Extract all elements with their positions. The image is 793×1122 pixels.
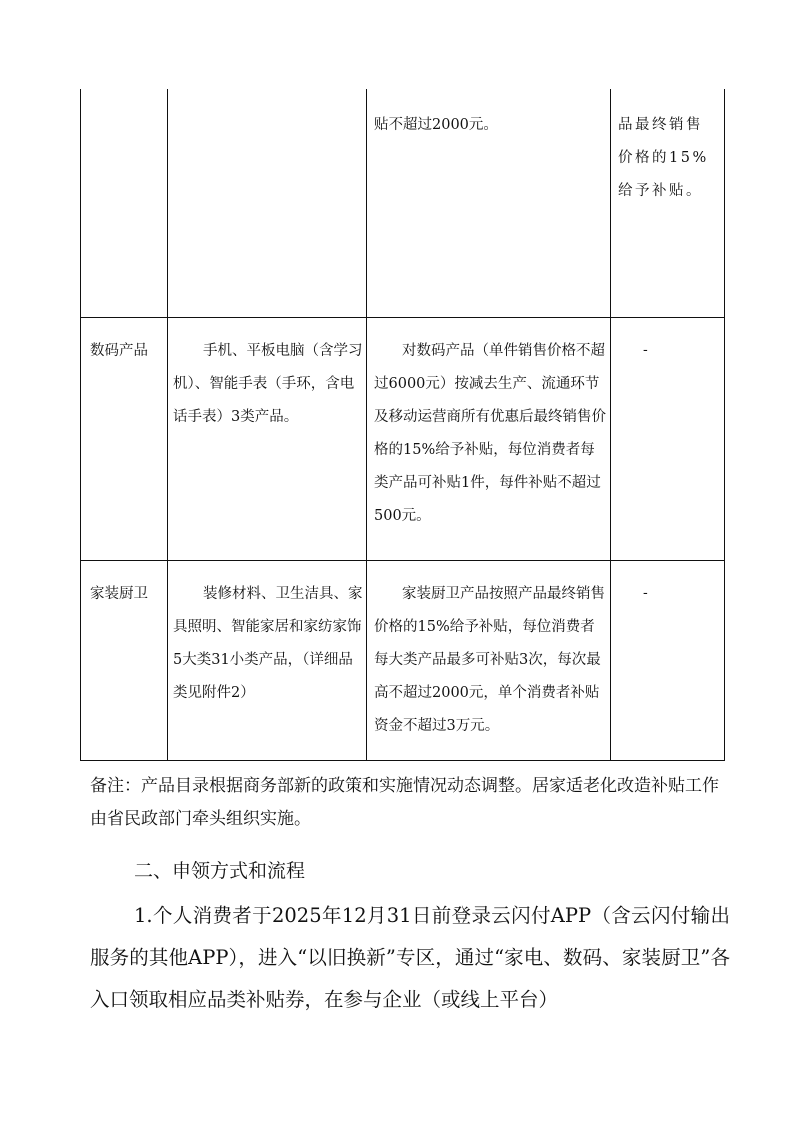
table-cell-other: 品最终销售价格的15%给予补贴。 xyxy=(618,117,709,199)
table-border-left xyxy=(80,89,81,761)
table-border-bottom xyxy=(80,760,725,761)
table-cell-other: - xyxy=(643,585,648,601)
table-cell-products: 手机、平板电脑（含学习机）、智能手表（手环，含电话手表）3类产品。 xyxy=(173,343,363,425)
table-cell-category: 数码产品 xyxy=(90,343,148,359)
table-border-right xyxy=(724,89,725,761)
section-heading: 二、申领方式和流程 xyxy=(134,860,306,882)
table-column-divider xyxy=(366,89,367,761)
table-column-divider xyxy=(167,89,168,761)
table-row-divider xyxy=(80,560,725,561)
table-cell-standard: 对数码产品（单件销售价格不超过6000元）按减去生产、流通环节及移动运营商所有优惠后最终销售价格的15%给予补贴，每位消费者每类产品可补贴1件，每件补贴不超过500元。 xyxy=(374,343,606,524)
table-column-divider xyxy=(610,89,611,761)
subsidy-table xyxy=(80,89,725,761)
table-cell-standard: 家装厨卫产品按照产品最终销售价格的15%给予补贴，每位消费者每大类产品最多可补贴3次，每次最高不超过2000元，单个消费者补贴资金不超过3万元。 xyxy=(374,586,605,734)
body-paragraph: 1.个人消费者于2025年12月31日前登录云闪付APP（含云闪付输出服务的其他APP），进入“以旧换新”专区，通过“家电、数码、家装厨卫”各入口领取相应品类补贴券，在参与企业（或线上平台） xyxy=(90,904,730,1011)
table-cell-other: - xyxy=(643,342,648,358)
table-cell-products: 装修材料、卫生洁具、家具照明、智能家居和家纺家饰5大类31小类产品，（详细品类见附件2） xyxy=(173,586,363,701)
table-note: 备注：产品目录根据商务部新的政策和实施情况动态调整。居家适老化改造补贴工作由省民政部门牵头组织实施。 xyxy=(90,776,719,829)
table-cell-category: 家装厨卫 xyxy=(90,586,148,602)
table-cell-standard: 贴不超过2000元。 xyxy=(374,117,498,133)
table-row-divider xyxy=(80,317,725,318)
